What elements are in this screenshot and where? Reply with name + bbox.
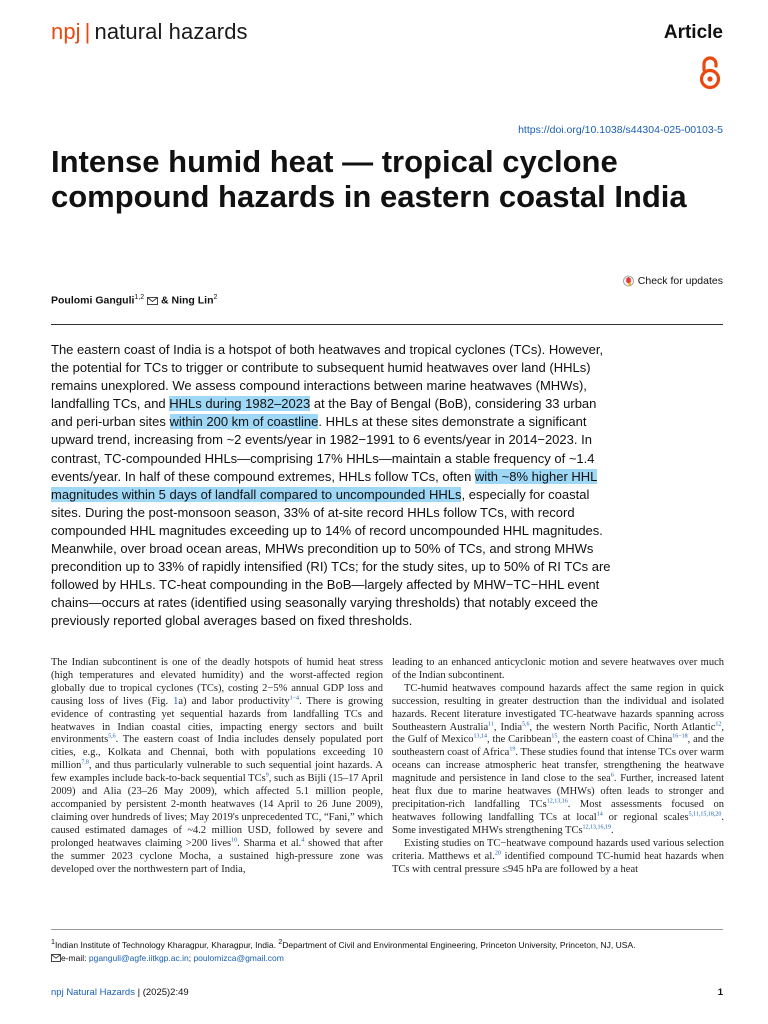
- paragraph: [392, 683, 724, 838]
- affiliation-number: 1: [51, 938, 55, 946]
- body-text: The Indian subcontinent is one of the deadly hotspots of humid heat stress (high temperatures and elevated humidity) and the worst-affected region globally due to tropical cyclones (TCs), costing 2−5% annual GDP loss and causing loss of lives (Fig.: [51, 657, 383, 707]
- check-for-updates-button[interactable]: [623, 275, 723, 287]
- citation-link[interactable]: 11: [488, 721, 494, 728]
- affiliation-text: Department of Civil and Environmental Engineering, Princeton University, Princeton, NJ, USA.: [282, 939, 636, 950]
- citation-link[interactable]: 7,8: [81, 759, 89, 766]
- body-text: , India: [493, 721, 523, 733]
- paragraph: [392, 838, 724, 877]
- footnote: [51, 936, 731, 965]
- body-text: . Further, increased latent heat flux due to marine heatwaves (MHWs) often leads to stronger and precipitation-rich landfalling TCs: [392, 773, 724, 810]
- highlight[interactable]: HHLs during 1982–2023: [169, 396, 311, 412]
- footer-citation-text: | (2025)2:49: [134, 987, 189, 998]
- article-title: Intense humid heat — tropical cyclone compound hazards in eastern coastal India: [51, 144, 687, 214]
- abstract: [51, 341, 611, 631]
- citation-link[interactable]: 12: [715, 721, 722, 728]
- citation-link[interactable]: 1−4: [289, 695, 300, 702]
- body-column-left: [51, 657, 383, 876]
- email-separator: ;: [188, 952, 194, 963]
- brand-separator: |: [84, 19, 91, 44]
- envelope-icon[interactable]: [147, 297, 158, 305]
- citation-link[interactable]: 19: [509, 746, 516, 753]
- check-updates-label: Check for updates: [637, 275, 723, 287]
- article-type: Article: [663, 22, 723, 43]
- paragraph: leading to an enhanced anticyclonic motion and severe heatwaves over much of the Indian subcontinent.: [392, 657, 724, 681]
- check-updates-icon: [623, 275, 634, 287]
- brand-npj: npj: [51, 19, 81, 44]
- body-text: , the western North Pacific, North Atlantic: [529, 721, 716, 733]
- body-text: . Most assessments focused on heatwaves following landfalling TCs at local: [392, 798, 724, 823]
- citation-link[interactable]: 5,6: [522, 721, 530, 728]
- body-text: .: [611, 824, 614, 836]
- open-access-icon: [697, 56, 723, 90]
- affiliation-number: 2: [278, 938, 283, 946]
- author-name[interactable]: Poulomi Ganguli: [51, 294, 135, 307]
- journal-brand[interactable]: [51, 19, 248, 45]
- highlight[interactable]: within 200 km of coastline: [169, 414, 319, 430]
- citation-link[interactable]: 13,14: [473, 733, 487, 740]
- body-text: . There is growing evidence of contrasting yet sequential hazards from landfalling TCs and heatwaves in Indian coastal cities, impacting energy sectors and built environments: [51, 695, 384, 746]
- email-link[interactable]: poulomizca@gmail.com: [193, 952, 284, 963]
- citation-link[interactable]: 9: [265, 772, 269, 779]
- author-affiliation: 2: [213, 294, 218, 301]
- affiliation-text: Indian Institute of Technology Kharagpur, Kharagpur, India.: [54, 939, 279, 950]
- body-text: TC-humid heatwaves compound hazards affect the same region in quick succession, resulting in greater destruction than the individual and isolated hazards. Recent literature investigated TC-heatwave hazards spanning across Southeastern Australia: [392, 682, 724, 733]
- divider: [51, 324, 723, 325]
- envelope-icon: [51, 954, 61, 962]
- citation-link[interactable]: 16−18: [672, 733, 688, 740]
- email-link[interactable]: pganguli@agfe.iitkgp.ac.in: [88, 952, 189, 963]
- email-line: [51, 952, 731, 965]
- body-text: a) and labor productivity: [178, 695, 290, 707]
- abstract-text: at the Bay of Bengal (BoB), considering 33 urban and peri-urban sites: [51, 396, 597, 430]
- abstract-text: The eastern coast of India is a hotspot of both heatwaves and tropical cyclones (TCs). However, the potential for TCs to trigger or contribute to subsequent humid heatwaves over land (HHLs) remains unexplored. We assess compound interactions between marine heatwaves (MHWs), landfalling TCs, and: [51, 342, 604, 412]
- body-text: or regional scales: [602, 811, 689, 823]
- abstract-text: . HHLs at these sites demonstrate a significant upward trend, increasing from ~2 events/year in 1982−1991 to 6 events/year in 2014−2023. In contrast, TC-compounded HHLs—comprising 17% HHLs—maintain a stable frequency of ~1.4 events/year. In half of these compound extremes, HHLs follow TCs, often: [51, 414, 595, 484]
- body-text: . These studies found that intense TCs over warm oceans can increase atmospheric heat transfer, strengthening the heatwave magnitude and persistence in land close to the sea: [392, 747, 724, 785]
- body-text: Existing studies on TC−heatwave compound hazards used various selection criteria. Matthews et al.: [392, 837, 724, 862]
- citation-link[interactable]: 15: [551, 733, 558, 740]
- citation-link[interactable]: 4: [301, 837, 305, 844]
- author-name[interactable]: Ning Lin: [171, 294, 214, 307]
- body-text: , and the southeastern coast of Africa: [392, 734, 724, 759]
- citation-link[interactable]: 20: [494, 850, 501, 857]
- footer-journal-link[interactable]: npj Natural Hazards: [51, 987, 135, 998]
- affiliations: [51, 936, 731, 952]
- author-list: [51, 294, 217, 307]
- body-text: . Sharma et al.: [237, 837, 302, 849]
- doi-link[interactable]: https://doi.org/10.1038/s44304-025-00103-5: [518, 124, 723, 136]
- body-text: showed that after the summer 2023 cyclone Mocha, a sustained high-pressure zone was developed over the northwestern part of India,: [51, 837, 383, 875]
- citation-link[interactable]: 10: [231, 837, 238, 844]
- citation-link[interactable]: 6: [610, 772, 614, 779]
- email-label: e-mail:: [61, 952, 89, 963]
- highlight[interactable]: with ~8% higher HHL magnitudes within 5 days of landfall compared to uncompounded HHLs: [51, 468, 598, 502]
- citation-link[interactable]: 12,13,16,19: [582, 824, 612, 831]
- body-text: , the Gulf of Mexico: [392, 721, 724, 746]
- footnote-divider: [51, 929, 723, 930]
- body-text: , and thus particularly vulnerable to such sequential joint hazards. A few examples include back-to-back sequential TCs: [51, 760, 383, 785]
- body-text: identified compound TC-humid heat hazards when TCs with central pressure ≤945 hPa are followed by a heat: [392, 850, 724, 875]
- figure-link[interactable]: 1: [173, 695, 179, 707]
- footer-citation: [51, 987, 189, 998]
- citation-link[interactable]: 5,11,15,18,20: [688, 811, 722, 818]
- body-text: . Some investigated MHWs strengthening TCs: [392, 811, 724, 836]
- page-number: 1: [717, 987, 723, 998]
- citation-link[interactable]: 14: [596, 811, 603, 818]
- citation-link[interactable]: 12,13,16: [546, 798, 568, 805]
- body-column-right: [392, 657, 724, 876]
- body-text: , such as Bijli (15–17 April 2009) and Alia (23–26 May 2009), which affected 5.1 million people, accompanied by persistent 2-month heatwaves (14 April to 26 June 2009), claiming over hundreds of lives; May 2019's unprecedented TC, “Fani,” which caused estimated damages of ~4.2 million USD, followed by severe and prolonged heatwaves claiming >200 lives: [51, 773, 384, 849]
- citation-link[interactable]: 5,6: [108, 733, 116, 740]
- brand-name: natural hazards: [94, 19, 248, 44]
- author-affiliation: 1,2: [134, 294, 145, 301]
- body-text: . The eastern coast of India includes densely populated port cities, e.g., Kolkata and Chennai, both with populations exceeding 10 million: [51, 734, 383, 772]
- abstract-text: , especially for coastal sites. During the post-monsoon season, 33% of at-site record HHLs follow TCs, with record compounded HHL magnitudes exceeding up to 14% of record uncompounded HHL magnitudes. Meanwhile, over broad ocean areas, MHWs precondition up to 50% of TCs, and strong MHWs precondition up to 33% of rapidly intensified (RI) TCs; for the study sites, up to 50% of RI TCs are followed by HHLs. TC-heat compounding in the BoB—largely affected by MHW−TC−HHL event chains—occurs at rates (identified using seasonally varying thresholds) that notably exceed the previously reported global averages based on fixed thresholds.: [51, 486, 611, 629]
- body-text: , the Caribbean: [487, 734, 552, 746]
- author-conjunction: &: [158, 294, 172, 307]
- body-text: , the eastern coast of China: [557, 734, 673, 746]
